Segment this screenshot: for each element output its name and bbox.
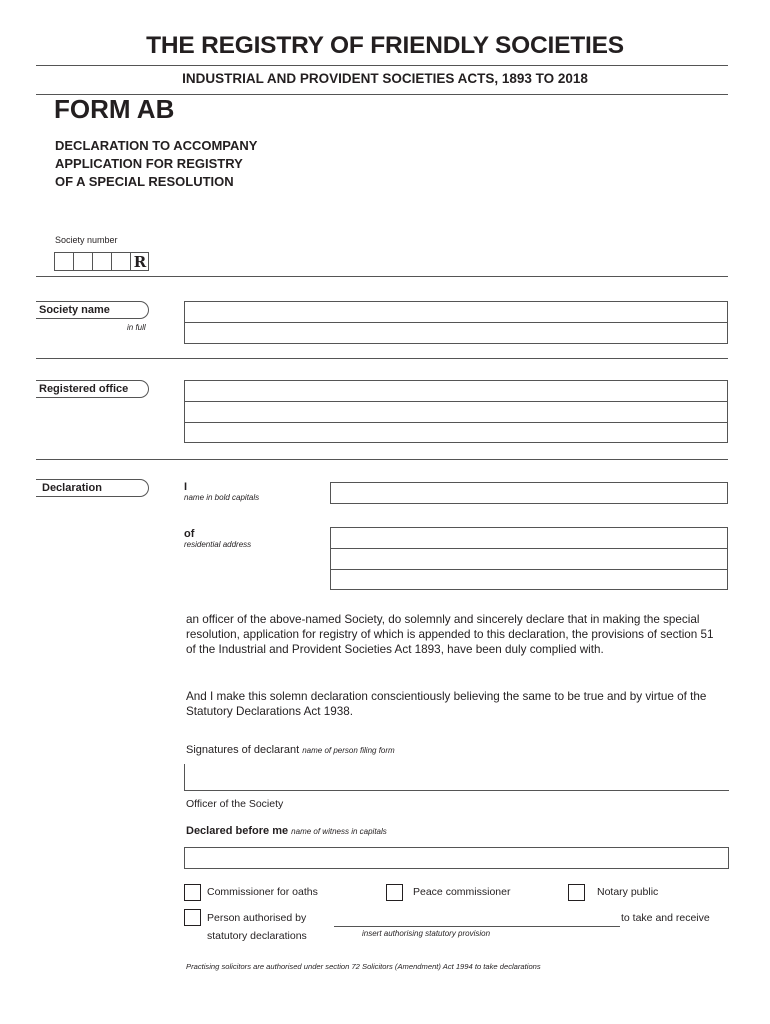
- header-divider-top: [36, 65, 728, 66]
- witness-name-field[interactable]: [184, 847, 729, 869]
- field-row-divider: [331, 548, 727, 549]
- society-number-digit[interactable]: [93, 253, 112, 271]
- society-name-field[interactable]: [184, 301, 728, 344]
- society-name-tab: Society name: [36, 301, 149, 319]
- declared-before-block-label: [186, 825, 387, 837]
- notary-public-checkbox[interactable]: [568, 884, 585, 901]
- declaration-paragraph-virtue: And I make this solemn declaration conscientiously believing the same to be true and by virtue of the Statutory Declarations Act 1938.: [186, 690, 707, 718]
- form-name: FORM AB: [54, 94, 175, 124]
- declarant-name-hint: name in bold capitals: [184, 493, 260, 502]
- field-row-divider: [185, 422, 727, 423]
- field-row-divider: [185, 322, 727, 323]
- society-number-label: Society number: [55, 235, 118, 245]
- field-row-divider: [331, 569, 727, 570]
- statutory-declarations-label: statutory declarations: [207, 930, 307, 942]
- registry-title: THE REGISTRY OF FRIENDLY SOCIETIES: [146, 32, 624, 59]
- society-name-hint: in full: [127, 323, 146, 332]
- section-divider: [36, 358, 728, 359]
- form-description: [55, 137, 355, 191]
- officer-of-society-label: Officer of the Society: [186, 798, 284, 810]
- society-number-suffix: R: [133, 253, 147, 271]
- declarant-name-field[interactable]: [330, 482, 728, 504]
- society-number-digit[interactable]: [112, 253, 131, 271]
- section-divider: [36, 459, 728, 460]
- form-description-line: APPLICATION FOR REGISTRY: [55, 156, 243, 171]
- signature-hint: name of person filing form: [302, 746, 395, 755]
- declarant-i-label: I: [184, 481, 188, 493]
- form-description-line: OF A SPECIAL RESOLUTION: [55, 174, 234, 189]
- society-number-digit[interactable]: [55, 253, 74, 271]
- registered-office-tab: Registered office: [36, 380, 149, 398]
- notary-public-label: Notary public: [597, 886, 659, 898]
- form-description-line: DECLARATION TO ACCOMPANY: [55, 138, 258, 153]
- society-number-field[interactable]: [54, 252, 149, 271]
- commissioner-for-oaths-label: Commissioner for oaths: [207, 886, 318, 898]
- society-number-digit[interactable]: [74, 253, 93, 271]
- acts-subtitle: INDUSTRIAL AND PROVIDENT SOCIETIES ACTS, 1893 TO 2018: [182, 71, 588, 86]
- field-row-divider: [185, 401, 727, 402]
- residential-address-hint: residential address: [184, 540, 252, 549]
- declaration-tab: Declaration: [36, 479, 149, 497]
- solicitors-footnote: Practising solicitors are authorised under section 72 Solicitors (Amendment) Act 1994 to take declarations: [186, 962, 541, 971]
- registered-office-field[interactable]: [184, 380, 728, 443]
- person-authorised-label: Person authorised by: [207, 912, 307, 924]
- declared-before-label: Declared before me: [186, 825, 289, 837]
- declarant-of-label: of: [184, 528, 195, 540]
- signature-block-label: [186, 744, 395, 756]
- peace-commissioner-checkbox[interactable]: [386, 884, 403, 901]
- section-divider: [36, 276, 728, 277]
- take-and-receive-label: to take and receive: [621, 912, 710, 924]
- person-authorised-checkbox[interactable]: [184, 909, 201, 926]
- declared-before-hint: name of witness in capitals: [291, 827, 387, 836]
- authorising-provision-field[interactable]: [334, 926, 620, 927]
- commissioner-for-oaths-checkbox[interactable]: [184, 884, 201, 901]
- authorising-provision-hint: insert authorising statutory provision: [362, 929, 491, 938]
- residential-address-field[interactable]: [330, 527, 728, 590]
- signature-label: Signatures of declarant: [186, 744, 300, 756]
- peace-commissioner-label: Peace commissioner: [413, 886, 511, 898]
- declaration-paragraph: an officer of the above-named Society, do solemnly and sincerely declare that in making the special resolution, application for registry of which is appended to this declaration, the provisions of section 51 of the Industrial and Provident Societies Act 1893, have been duly complied with.: [186, 613, 714, 656]
- signature-field[interactable]: [184, 764, 729, 791]
